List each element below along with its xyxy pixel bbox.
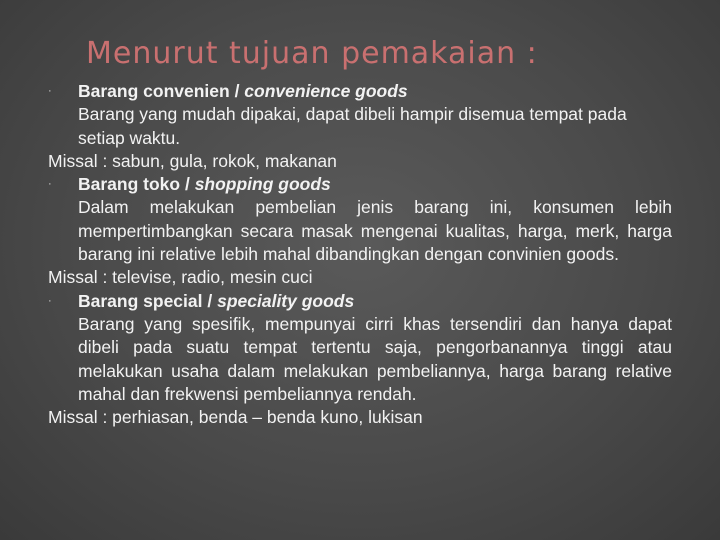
item-example: Missal : perhiasan, benda – benda kuno, lukisan bbox=[48, 407, 423, 428]
item-heading-plain: Barang convenien / bbox=[78, 81, 245, 101]
item-description: Dalam melakukan pembelian jenis barang ini, konsumen lebih mempertimbangkan secara masak mengenai kualitas, harga, merk, harga barang ini relative lebih mahal dibandingkan dengan convinien goods. bbox=[78, 197, 672, 265]
bullet-item-speciality bbox=[48, 290, 672, 313]
bullet-item-shopping bbox=[48, 173, 672, 196]
item-heading-plain: Barang special / bbox=[78, 290, 218, 311]
bullet-icon: · bbox=[48, 178, 52, 191]
item-description: Barang yang mudah dipakai, dapat dibeli hampir disemua tempat pada setiap waktu. bbox=[78, 104, 627, 148]
item-heading-italic: speciality goods bbox=[217, 290, 355, 311]
slide-content bbox=[48, 80, 672, 429]
bullet-icon: · bbox=[48, 85, 52, 97]
item-heading-italic: shopping goods bbox=[194, 174, 331, 195]
bullet-item-convenience bbox=[48, 80, 672, 103]
item-description: Barang yang spesifik, mempunyai cirri khas tersendiri dan hanya dapat dibeli pada suatu tempat tertentu saja, pengorbanannya tinggi atau melakukan usaha dalam melakukan pembeliannya, harga barang relative mahal dan frekwensi pembeliannya rendah. bbox=[78, 313, 672, 404]
item-heading-plain: Barang toko / bbox=[78, 174, 195, 195]
bullet-icon: · bbox=[48, 294, 52, 307]
slide-title: Menurut tujuan pemakaian : bbox=[86, 36, 538, 71]
item-heading-italic: convenience goods bbox=[244, 81, 408, 101]
item-example: Missal : sabun, gula, rokok, makanan bbox=[48, 150, 337, 171]
item-example: Missal : televise, radio, mesin cuci bbox=[48, 267, 313, 288]
